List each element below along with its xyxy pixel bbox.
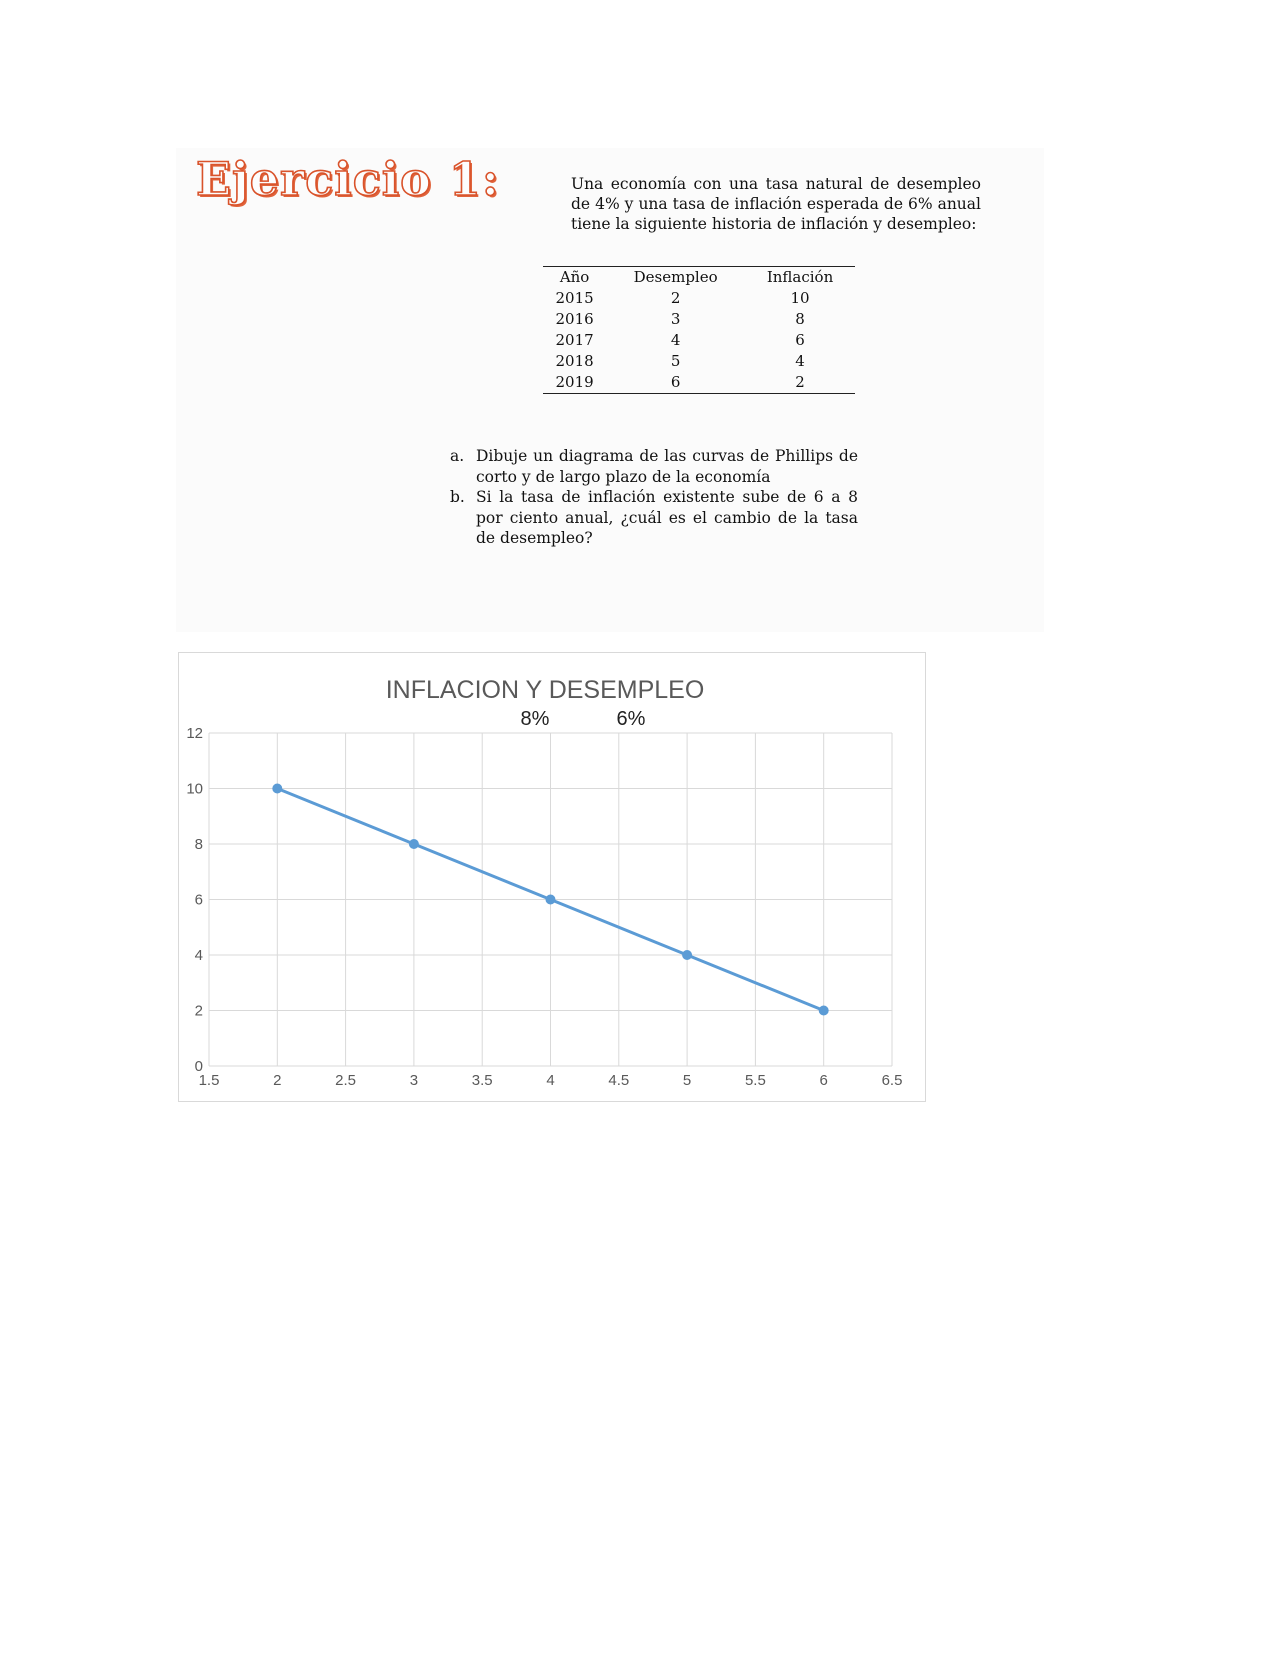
y-tick-label: 10 — [186, 780, 203, 798]
table-header-row — [543, 267, 855, 289]
x-axis-ticks — [199, 1072, 903, 1089]
table-row — [543, 309, 855, 330]
x-tick-label: 1.5 — [198, 1072, 220, 1089]
chart-container — [178, 652, 926, 1102]
x-tick-label: 2.5 — [335, 1072, 357, 1089]
exercise-title: Ejercicio 1: — [196, 152, 500, 206]
table-row — [543, 288, 855, 309]
y-tick-label: 8 — [194, 836, 203, 853]
x-tick-label: 6.5 — [881, 1072, 903, 1089]
question-marker: a. — [450, 447, 465, 465]
data-point — [546, 895, 556, 905]
y-tick-label: 12 — [186, 725, 203, 742]
cell-year: 2017 — [555, 331, 594, 349]
x-tick-label: 5 — [682, 1072, 692, 1089]
cell-unemployment: 4 — [670, 331, 681, 349]
question-marker: b. — [450, 488, 465, 506]
table-row — [543, 372, 855, 394]
cell-unemployment: 3 — [670, 310, 681, 328]
chart-title: INFLACION Y DESEMPLEO — [385, 676, 705, 704]
x-tick-label: 4 — [546, 1072, 555, 1089]
x-tick-label: 4.5 — [608, 1072, 630, 1089]
question-item — [450, 487, 858, 549]
question-text: Dibuje un diagrama de las curvas de Phillips de corto y de largo plazo de la economía — [476, 447, 858, 486]
x-tick-label: 3.5 — [471, 1072, 493, 1089]
cell-year: 2016 — [555, 310, 594, 328]
table-row — [543, 351, 855, 372]
x-tick-label: 3 — [409, 1072, 419, 1089]
x-tick-label: 6 — [819, 1072, 828, 1089]
question-item — [450, 446, 858, 487]
chart-annotation: 8% — [520, 708, 550, 730]
chart-annotation: 6% — [616, 708, 646, 730]
question-text: Si la tasa de inflación existente sube de 6 a 8 por ciento anual, ¿cuál es el cambio de la tasa de desempleo? — [476, 488, 858, 547]
history-table — [543, 266, 855, 394]
y-tick-label: 0 — [194, 1058, 203, 1075]
header-inflation: Inflación — [766, 268, 834, 286]
cell-inflation: 10 — [790, 289, 810, 307]
cell-unemployment: 2 — [670, 289, 681, 307]
cell-year: 2018 — [555, 352, 594, 370]
data-point — [682, 950, 692, 960]
exercise-intro: Una economía con una tasa natural de desempleo de 4% y una tasa de inflación esperada de 6% anual tiene la siguiente historia de inflación y desempleo: — [571, 175, 981, 233]
header-unemployment: Desempleo — [633, 268, 718, 286]
data-point — [819, 1006, 829, 1016]
cell-unemployment: 5 — [670, 352, 681, 370]
cell-inflation: 2 — [795, 373, 805, 391]
cell-inflation: 8 — [795, 310, 805, 328]
x-tick-label: 5.5 — [744, 1072, 766, 1089]
question-list — [450, 446, 858, 549]
cell-inflation: 6 — [795, 331, 805, 349]
y-tick-label: 2 — [194, 1002, 203, 1020]
y-tick-label: 6 — [194, 891, 203, 909]
cell-inflation: 4 — [795, 352, 805, 370]
table-row — [543, 330, 855, 351]
x-tick-label: 2 — [273, 1072, 282, 1089]
inflation-unemployment-chart — [179, 653, 925, 1101]
cell-year: 2019 — [555, 373, 594, 391]
header-year: Año — [559, 268, 590, 286]
y-tick-label: 4 — [194, 947, 203, 964]
data-point — [409, 839, 419, 849]
data-point — [272, 784, 282, 794]
y-axis-ticks — [186, 725, 203, 1075]
cell-unemployment: 6 — [670, 373, 681, 391]
cell-year: 2015 — [555, 289, 594, 307]
